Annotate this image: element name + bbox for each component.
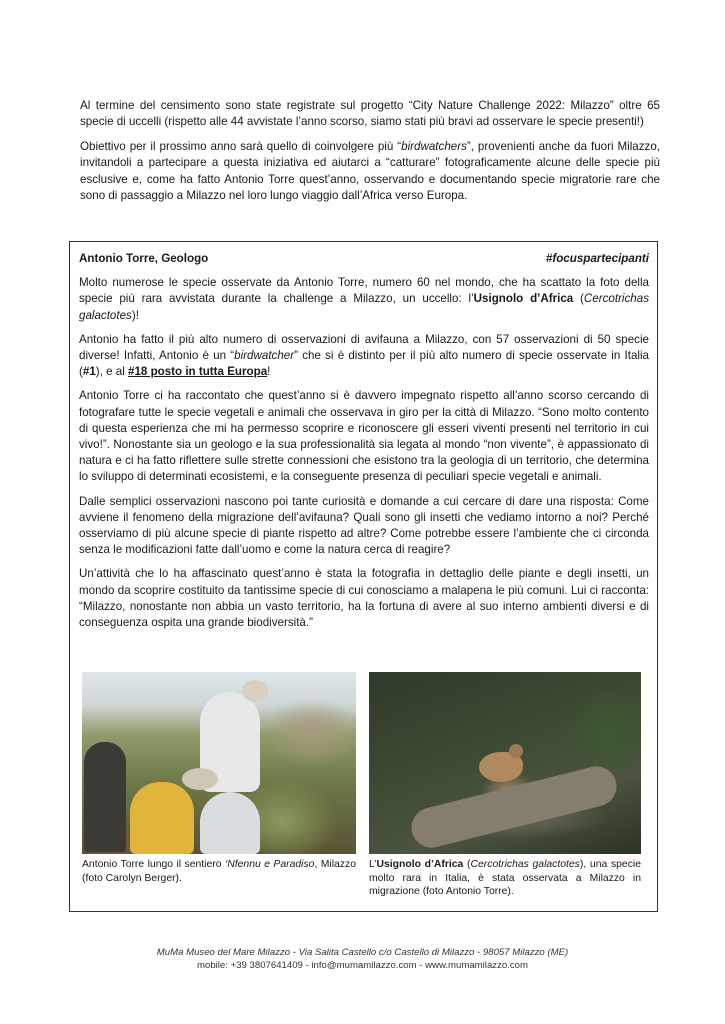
text-run: ), una specie molto rara in Italia, è stata osservata a Milazzo in migrazione (foto Antonio Torre). (369, 859, 641, 898)
text-run: Antonio ha fatto il più alto numero di osservazioni di avifauna a Milazzo, con 57 osservazioni di 50 specie diverse! Infatti, Antonio è un “ (79, 332, 649, 363)
text-run: ), e al (95, 365, 128, 379)
bold-text: Usignolo d’Africa (376, 859, 464, 870)
photo-antonio-torre-trail (82, 672, 356, 854)
hashtag: #focuspartecipanti (545, 252, 649, 265)
focus-paragraph-5: Un’attività che lo ha affascinato quest’anno è stata la fotografia in dettaglio delle piante e degli insetti, un mondo da scoprire costituito da tantissime specie di cui conosciamo a malapena le più comuni. Lui ci racconta: “Milazzo, nonostante non abbia un vasto territorio, ha la fortuna di avere al suo interno ambienti diversi e di conseguenza ospita una grande biodiversità.” (79, 567, 649, 630)
focus-paragraph-4: Dalle semplici osservazioni nascono poi tante curiosità e domande a cui cercare di dare una risposta: Come avviene il fenomeno della migrazione dell’avifauna? Quali sono gli insetti che vediamo intorno a noi? Perché osserviamo di più alcune specie di piante rispetto ad altre? Come potrebbe essere l’ambiente che ci circonda senza le modificazioni fatte dall’uomo e come la natura cerca di reagire? (79, 494, 649, 557)
focus-header (79, 251, 649, 267)
focus-paragraph-3: Antonio Torre ci ha raccontato che quest’anno si è davvero impegnato rispetto all’anno scorso cercando di fotografare tutte le specie vegetali e animali che osservava in giro per la città di Milazzo. “Sono molto contento di questa esperienza che mi ha permesso scoprire e riconoscere gli esseri viventi presenti nel territorio in cui vivo!”. Nonostante sia un geologo e la sua professionalità sia legata al mondo “non vivente”, è appassionato di natura e ci ha fatto riflettere sulle strette connessioni che esistono tra la geologia di un territorio, che determina lo sviluppo di determinati ecosistemi, e la conseguente presenza di peculiari specie vegetali e animali. (79, 389, 649, 484)
intro-section (80, 98, 660, 212)
page-footer (0, 946, 725, 972)
person-shape (84, 742, 126, 852)
footer-contacts: mobile: +39 3807641409 - info@mumamilazzo.com - www.mumamilazzo.com (197, 960, 528, 971)
footer-address: MuMa Museo del Mare Milazzo - Via Salita Castello c/o Castello di Milazzo - 98057 Milazzo (ME) (156, 947, 569, 958)
caption-photo-2 (369, 858, 641, 899)
intro-paragraph-1: Al termine del censimento sono state registrate sul progetto “City Nature Challenge 2022: Milazzo” oltre 65 specie di uccelli (rispetto alle 44 avvistate l’anno scorso, siamo stati più bravi ad osservare le specie presenti!) (80, 99, 660, 129)
species-name: Cercotrichas galactotes (79, 292, 649, 322)
focus-paragraph-1 (79, 275, 649, 324)
text-run: )! (131, 308, 139, 322)
focus-box-content (79, 251, 649, 639)
bold-text: Usignolo d’Africa (473, 292, 574, 306)
species-name: Cercotrichas galactotes (470, 859, 580, 870)
person-shape (200, 792, 260, 854)
text-run: Obiettivo per il prossimo anno sarà quello di coinvolgere più “ (80, 139, 402, 153)
hat-shape (182, 768, 218, 790)
text-run: ”, provenienti anche da fuori Milazzo, invitandoli a partecipare a questa iniziativa ed aiutarci a “catturare” fotograficamente alcune delle specie più esclusive e, come ha fatto Antonio Torre quest’anno, osservando e documentando specie migratorie rare che sono di passaggio a Milazzo nel loro lungo viaggio dall’Africa verso Europa. (80, 139, 661, 203)
person-shape (130, 782, 194, 854)
caption-photo-1 (82, 858, 356, 885)
participant-name: Antonio Torre, Geologo (79, 252, 209, 265)
text-run: L’ (369, 859, 377, 870)
text-run: Molto numerose le specie osservate da Antonio Torre, numero 60 nel mondo, che ha scattato la foto della specie più rara avvistata durante la challenge a Milazzo, un uccello: l’ (79, 276, 649, 306)
photo-usignolo-africa (369, 672, 641, 854)
text-run: , Milazzo (foto Carolyn Berger). (82, 859, 357, 884)
trail-name: ‘Nfennu e Paradiso (224, 859, 315, 870)
text-run: Antonio Torre lungo il sentiero (82, 859, 225, 870)
intro-paragraph-2 (80, 139, 660, 205)
emphasis: birdwatcher (234, 349, 295, 363)
rank-italy: #1 (82, 365, 96, 379)
bird-head-shape (509, 744, 523, 758)
text-run: ( (573, 292, 584, 306)
text-run: ” che si è distinto per il più alto numero di specie osservate in Italia ( (79, 349, 649, 379)
emphasis: birdwatchers (401, 139, 467, 153)
text-run: ( (463, 859, 471, 870)
rank-europe: #18 posto in tutta Europa (128, 365, 268, 379)
focus-paragraph-2 (79, 332, 649, 381)
hat-shape (242, 680, 268, 702)
text-run: ! (267, 365, 271, 379)
